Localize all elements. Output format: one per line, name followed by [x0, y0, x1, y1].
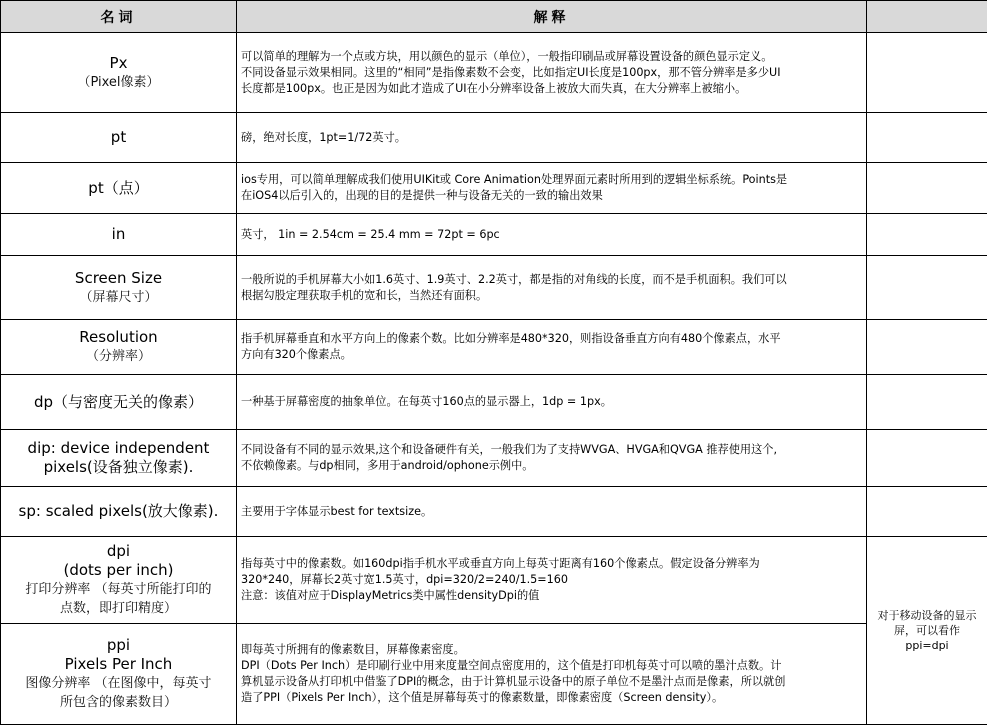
description-line: 根据勾股定理获取手机的宽和长，当然还有面积。	[241, 288, 862, 304]
description-line: DPI（Dots Per Inch）是印刷行业中用来度量空间点密度用的，这个值是打印机每英寸可以喷的墨汁点数。计	[241, 658, 862, 674]
term-subtitle: 打印分辨率 （每英寸所能打印的	[5, 580, 232, 599]
description-line: 主要用于字体显示best for textsize。	[241, 504, 862, 520]
term-subtitle: （屏幕尺寸）	[5, 288, 232, 307]
description-line: 造了PPI（Pixels Per Inch），这个值是屏幕每英寸的像素数量，即像素密度（Screen density）。	[241, 690, 862, 706]
description-line: 长度都是100px。也正是因为如此才造成了UI在小分辨率设备上被放大而失真，在大分辨率上被缩小。	[241, 81, 862, 97]
description-line: 一种基于屏幕密度的抽象单位。在每英寸160点的显示器上，1dp = 1px。	[241, 394, 862, 410]
description-cell	[237, 487, 867, 537]
term-subtitle: 点数，即打印精度）	[5, 599, 232, 618]
note-cell	[867, 375, 987, 430]
term-cell	[1, 320, 237, 375]
note-cell	[867, 113, 987, 163]
table-row	[1, 430, 987, 487]
note-cell	[867, 33, 987, 113]
term-name: Resolution	[5, 328, 232, 347]
term-name: pt（点）	[5, 179, 232, 198]
term-cell	[1, 113, 237, 163]
description-line: ios专用，可以简单理解成我们使用UIKit或 Core Animation处理界面元素时所用到的逻辑坐标系统。Points是	[241, 172, 862, 188]
description-cell	[237, 624, 867, 725]
description-line: 一般所说的手机屏幕大小如1.6英寸、1.9英寸、2.2英寸，都是指的对角线的长度，而不是手机面积。我们可以	[241, 272, 862, 288]
table-row	[1, 256, 987, 320]
term-cell	[1, 487, 237, 537]
term-name-continued: (dots per inch)	[5, 561, 232, 580]
header-explanation: 解释	[237, 1, 867, 33]
description-line: 英寸， 1in = 2.54cm = 25.4 mm = 72pt = 6pc	[241, 227, 862, 243]
term-name: sp: scaled pixels(放大像素).	[5, 502, 232, 521]
description-line: 指手机屏幕垂直和水平方向上的像素个数。比如分辨率是480*320，则指设备垂直方向有480个像素点，水平	[241, 331, 862, 347]
side-note-line: 屏，可以看作	[871, 623, 983, 638]
table-row	[1, 163, 987, 214]
term-cell	[1, 256, 237, 320]
table-row	[1, 320, 987, 375]
term-cell	[1, 537, 237, 624]
description-cell	[237, 214, 867, 256]
description-cell	[237, 113, 867, 163]
term-name-continued: pixels(设备独立像素).	[5, 458, 232, 477]
description-cell	[237, 256, 867, 320]
table-row	[1, 624, 987, 725]
description-line: 磅，绝对长度，1pt=1/72英寸。	[241, 130, 862, 146]
header-row	[1, 1, 987, 33]
description-cell	[237, 537, 867, 624]
term-subtitle: 图像分辨率 （在图像中，每英寸	[5, 674, 232, 693]
term-subtitle: （分辨率）	[5, 347, 232, 366]
note-cell	[867, 163, 987, 214]
term-subtitle: 所包含的像素数目）	[5, 693, 232, 712]
side-note-cell	[867, 537, 987, 725]
table-row	[1, 537, 987, 624]
term-name: in	[5, 225, 232, 244]
description-line: 方向有320个像素点。	[241, 347, 862, 363]
description-line: 不同设备有不同的显示效果,这个和设备硬件有关，一般我们为了支持WVGA、HVGA和QVGA 推荐使用这个,	[241, 442, 862, 458]
table-row	[1, 214, 987, 256]
description-line: 320*240，屏幕长2英寸宽1.5英寸，dpi=320/2=240/1.5=160	[241, 572, 862, 588]
header-note	[867, 1, 987, 33]
term-name: pt	[5, 128, 232, 147]
note-cell	[867, 256, 987, 320]
description-line: 可以简单的理解为一个点或方块，用以颜色的显示（单位），一般指印刷品或屏幕设置设备的颜色显示定义。	[241, 49, 862, 65]
term-name: dip: device independent	[5, 439, 232, 458]
term-name: Screen Size	[5, 269, 232, 288]
table-row	[1, 487, 987, 537]
table-row	[1, 375, 987, 430]
term-name: dpi	[5, 542, 232, 561]
term-cell	[1, 163, 237, 214]
description-cell	[237, 430, 867, 487]
description-line: 不同设备显示效果相同。这里的“相同”是指像素数不会变，比如指定UI长度是100px，那不管分辨率是多少UI	[241, 65, 862, 81]
term-cell	[1, 33, 237, 113]
table-row	[1, 113, 987, 163]
side-note-line: ppi=dpi	[871, 638, 983, 653]
description-cell	[237, 375, 867, 430]
term-cell	[1, 214, 237, 256]
note-cell	[867, 320, 987, 375]
side-note-line: 对于移动设备的显示	[871, 608, 983, 623]
header-term: 名词	[1, 1, 237, 33]
table-row	[1, 33, 987, 113]
note-cell	[867, 430, 987, 487]
description-line: 算机显示设备从打印机中借鉴了DPI的概念，由于计算机显示设备中的原子单位不是墨汁点而是像素，所以就创	[241, 674, 862, 690]
term-name: Px	[5, 54, 232, 73]
description-cell	[237, 163, 867, 214]
term-cell	[1, 624, 237, 725]
term-cell	[1, 430, 237, 487]
note-cell	[867, 487, 987, 537]
term-name: dp（与密度无关的像素）	[5, 393, 232, 412]
term-name: ppi	[5, 636, 232, 655]
description-line: 在iOS4以后引入的，出现的目的是提供一种与设备无关的一致的输出效果	[241, 188, 862, 204]
term-name-continued: Pixels Per Inch	[5, 655, 232, 674]
description-line: 指每英寸中的像素数。如160dpi指手机水平或垂直方向上每英寸距离有160个像素点。假定设备分辨率为	[241, 556, 862, 572]
description-line: 注意：该值对应于DisplayMetrics类中属性densityDpi的值	[241, 588, 862, 604]
term-cell	[1, 375, 237, 430]
description-cell	[237, 320, 867, 375]
description-line: 即每英寸所拥有的像素数目，屏幕像素密度。	[241, 642, 862, 658]
description-line: 不依赖像素。与dp相同，多用于android/ophone示例中。	[241, 458, 862, 474]
note-cell	[867, 214, 987, 256]
description-cell	[237, 33, 867, 113]
term-subtitle: （Pixel像素）	[5, 73, 232, 92]
